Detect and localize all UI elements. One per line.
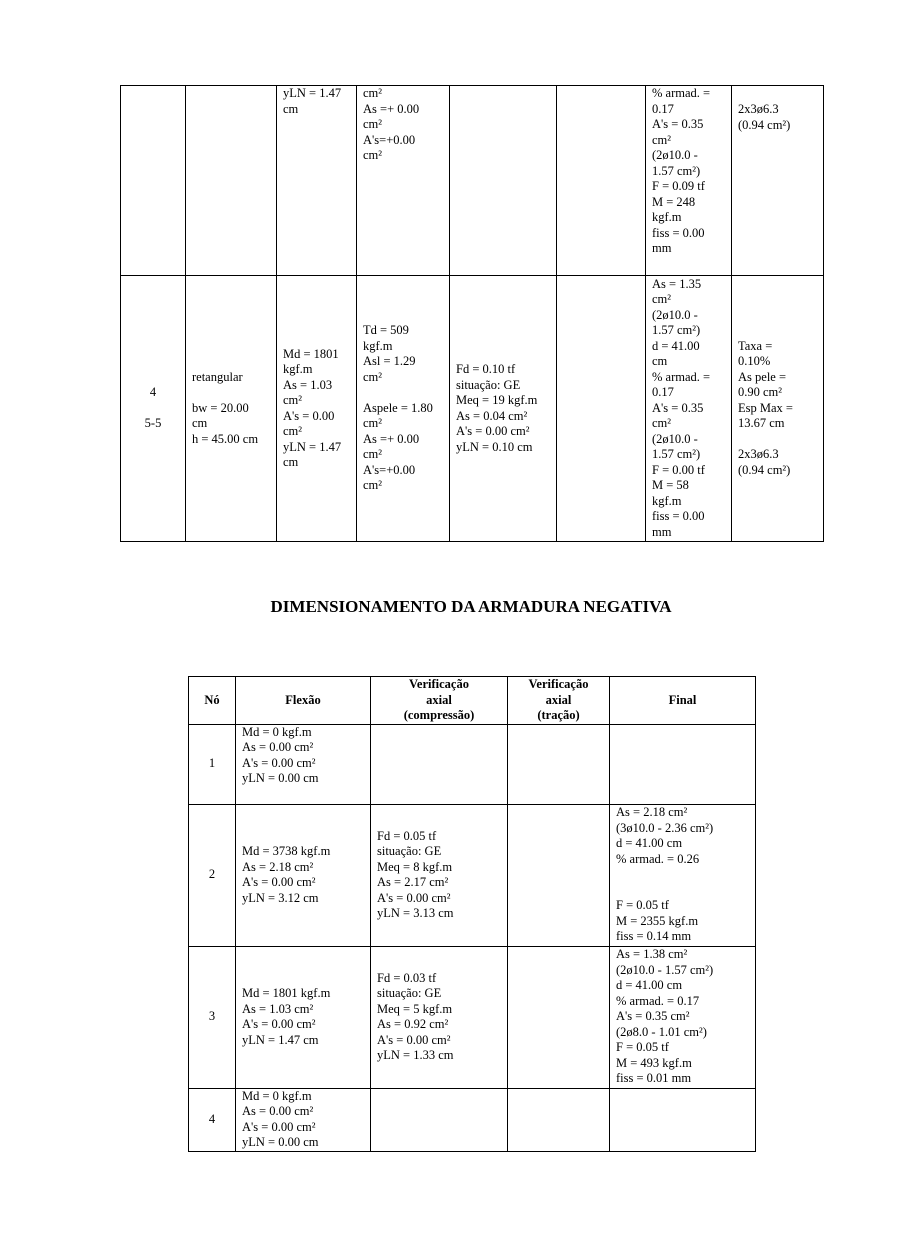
final-cell: As = 1.38 cm² (2ø10.0 - 1.57 cm²) d = 41.00 cm % armad. = 0.17 A's = 0.35 cm² (2ø8.0 - 1.01 cm²) F = 0.05 tf M = 493 kgf.m fiss = 0.01 mm bbox=[610, 946, 756, 1088]
final-cell bbox=[610, 724, 756, 804]
torsion-cell: cm² As =+ 0.00 cm² A's=+0.00 cm² bbox=[357, 86, 450, 276]
axial-compression-cell: Fd = 0.10 tf situação: GE Meq = 19 kgf.m As = 0.04 cm² A's = 0.00 cm² yLN = 0.10 cm bbox=[450, 276, 557, 542]
flexure-cell: Md = 1801 kgf.m As = 1.03 cm² A's = 0.00 cm² yLN = 1.47 cm bbox=[277, 276, 357, 542]
table-row bbox=[189, 724, 756, 804]
table-row bbox=[189, 946, 756, 1088]
final-cell: % armad. = 0.17 A's = 0.35 cm² (2ø10.0 - 1.57 cm²) F = 0.09 tf M = 248 kgf.m fiss = 0.00 mm bbox=[646, 86, 732, 276]
axial-tension-cell bbox=[508, 946, 610, 1088]
node-cell: 1 bbox=[189, 724, 236, 804]
table-row bbox=[189, 1088, 756, 1151]
positive-reinforcement-table-continuation bbox=[120, 85, 824, 542]
axial-compression-cell bbox=[450, 86, 557, 276]
flexure-cell: Md = 0 kgf.m As = 0.00 cm² A's = 0.00 cm² yLN = 0.00 cm bbox=[236, 724, 371, 804]
flexure-cell: Md = 3738 kgf.m As = 2.18 cm² A's = 0.00 cm² yLN = 3.12 cm bbox=[236, 804, 371, 946]
node-cell: 4 5-5 bbox=[121, 276, 186, 542]
table-header-row bbox=[189, 677, 756, 725]
header-node: Nó bbox=[189, 677, 236, 725]
flexure-cell: Md = 1801 kgf.m As = 1.03 cm² A's = 0.00 cm² yLN = 1.47 cm bbox=[236, 946, 371, 1088]
axial-compression-cell: Fd = 0.05 tf situação: GE Meq = 8 kgf.m As = 2.17 cm² A's = 0.00 cm² yLN = 3.13 cm bbox=[371, 804, 508, 946]
axial-tension-cell bbox=[557, 276, 646, 542]
table-row bbox=[121, 276, 824, 542]
node-cell: 3 bbox=[189, 946, 236, 1088]
skin-reinforcement-cell: 2x3ø6.3 (0.94 cm²) bbox=[732, 86, 824, 276]
header-final: Final bbox=[610, 677, 756, 725]
node-cell: 4 bbox=[189, 1088, 236, 1151]
header-axial-compression: Verificação axial (compressão) bbox=[371, 677, 508, 725]
header-axial-tension: Verificação axial (tração) bbox=[508, 677, 610, 725]
negative-reinforcement-table bbox=[188, 676, 756, 1152]
final-cell: As = 1.35 cm² (2ø10.0 - 1.57 cm²) d = 41.00 cm % armad. = 0.17 A's = 0.35 cm² (2ø10.0 - 1.57 cm²) F = 0.00 tf M = 58 kgf.m fiss = 0.00 mm bbox=[646, 276, 732, 542]
torsion-cell: Td = 509 kgf.m Asl = 1.29 cm² Aspele = 1.80 cm² As =+ 0.00 cm² A's=+0.00 cm² bbox=[357, 276, 450, 542]
axial-tension-cell bbox=[508, 1088, 610, 1151]
axial-tension-cell bbox=[557, 86, 646, 276]
table-row bbox=[189, 804, 756, 946]
flexure-cell: Md = 0 kgf.m As = 0.00 cm² A's = 0.00 cm² yLN = 0.00 cm bbox=[236, 1088, 371, 1151]
axial-tension-cell bbox=[508, 804, 610, 946]
axial-compression-cell: Fd = 0.03 tf situação: GE Meq = 5 kgf.m As = 0.92 cm² A's = 0.00 cm² yLN = 1.33 cm bbox=[371, 946, 508, 1088]
axial-compression-cell bbox=[371, 1088, 508, 1151]
header-flexure: Flexão bbox=[236, 677, 371, 725]
flexure-cell: yLN = 1.47 cm bbox=[277, 86, 357, 276]
node-cell: 2 bbox=[189, 804, 236, 946]
table-row bbox=[121, 86, 824, 276]
axial-compression-cell bbox=[371, 724, 508, 804]
node-cell bbox=[121, 86, 186, 276]
axial-tension-cell bbox=[508, 724, 610, 804]
section-title: DIMENSIONAMENTO DA ARMADURA NEGATIVA bbox=[270, 597, 672, 616]
section-cell: retangular bw = 20.00 cm h = 45.00 cm bbox=[186, 276, 277, 542]
skin-reinforcement-cell: Taxa = 0.10% As pele = 0.90 cm² Esp Max = 13.67 cm 2x3ø6.3 (0.94 cm²) bbox=[732, 276, 824, 542]
final-cell: As = 2.18 cm² (3ø10.0 - 2.36 cm²) d = 41.00 cm % armad. = 0.26 F = 0.05 tf M = 2355 kgf.m fiss = 0.14 mm bbox=[610, 804, 756, 946]
section-cell bbox=[186, 86, 277, 276]
final-cell bbox=[610, 1088, 756, 1151]
